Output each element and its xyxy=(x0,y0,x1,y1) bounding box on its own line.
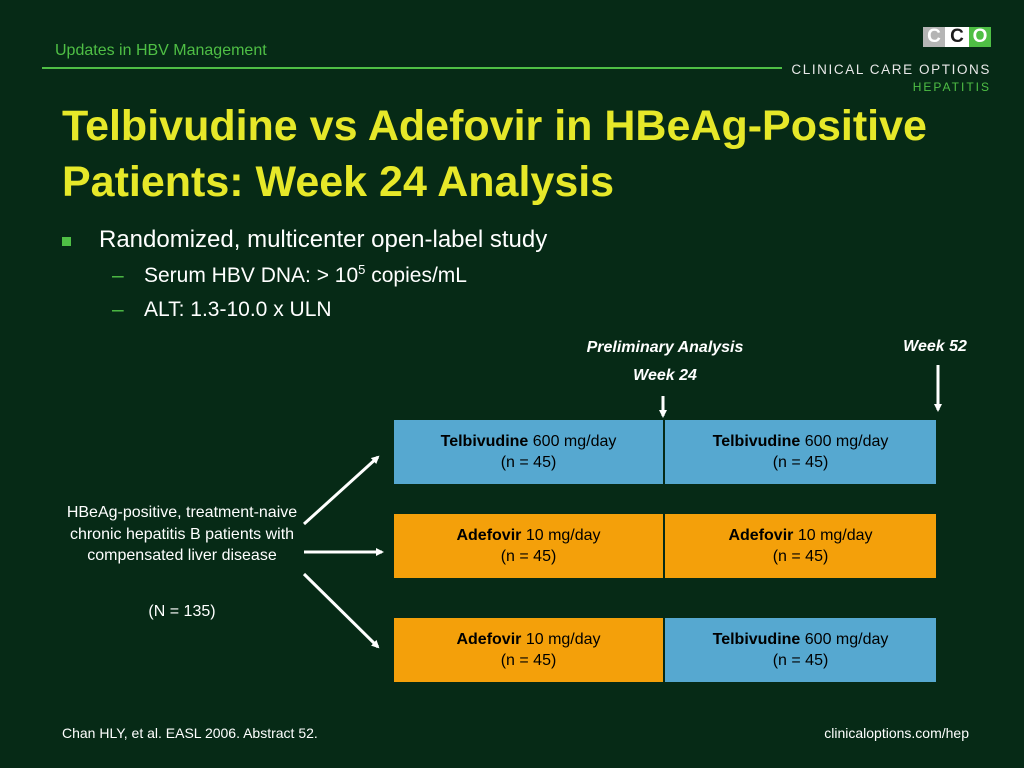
week52-label: Week 52 xyxy=(903,338,967,355)
logo-letter-c1: C xyxy=(923,27,945,47)
arm-n: (n = 45) xyxy=(772,548,829,565)
dash-icon: – xyxy=(112,298,124,321)
slide-title: Telbivudine vs Adefovir in HBeAg-Positive Patients: Week 24 Analysis xyxy=(62,102,927,206)
citation: Chan HLY, et al. EASL 2006. Abstract 52. xyxy=(62,725,318,741)
arm2-phase1-box: Adefovir 10 mg/day (n = 45) xyxy=(393,513,664,579)
arm3-phase2-box: Telbivudine 600 mg/day (n = 45) xyxy=(664,617,937,683)
population-description: HBeAg-positive, treatment-naive chronic hepatitis B patients with compensated liver disease xyxy=(66,504,298,564)
drug-name: Telbivudine xyxy=(712,631,801,648)
arm1-phase1-box: Telbivudine 600 mg/day (n = 45) xyxy=(393,419,664,485)
sub-bullet-text: Serum HBV DNA: > $10^5$ copies/mL xyxy=(144,262,467,287)
arm-n: (n = 45) xyxy=(500,548,557,565)
arm2-phase2-box: Adefovir 10 mg/day (n = 45) xyxy=(664,513,937,579)
arm-n: (n = 45) xyxy=(772,454,829,471)
bullet-text: Randomized, multicenter open-label study xyxy=(99,226,548,253)
sub-bullet-text: ALT: 1.3-10.0 x ULN xyxy=(144,298,332,321)
arm-n: (n = 45) xyxy=(500,652,557,669)
dash-icon: – xyxy=(112,264,124,287)
drug-name: Telbivudine xyxy=(440,433,529,450)
site-url[interactable]: clinicaloptions.com/hep xyxy=(824,725,969,741)
arm-n: (n = 45) xyxy=(500,454,557,471)
drug-name: Telbivudine xyxy=(712,433,801,450)
logo-subtitle: HEPATITIS xyxy=(912,80,991,94)
population-n: (N = 135) xyxy=(148,603,216,620)
arrow-to-arm3 xyxy=(304,574,378,647)
arm-n: (n = 45) xyxy=(772,652,829,669)
section-header: Updates in HBV Management xyxy=(55,42,267,59)
logo-wordmark: CLINICAL CARE OPTIONS xyxy=(791,62,991,77)
drug-name: Adefovir xyxy=(728,527,794,544)
arm1-phase2-box: Telbivudine 600 mg/day (n = 45) xyxy=(664,419,937,485)
arrow-to-arm1 xyxy=(304,457,378,524)
arm3-phase1-box: Adefovir 10 mg/day (n = 45) xyxy=(393,617,664,683)
drug-name: Adefovir xyxy=(456,631,522,648)
logo-letter-o: O xyxy=(969,27,991,47)
drug-name: Adefovir xyxy=(456,527,522,544)
preliminary-analysis-label: Preliminary Analysis xyxy=(586,339,744,356)
week24-label: Week 24 xyxy=(633,367,697,384)
logo-letter-c2: C xyxy=(945,27,969,47)
